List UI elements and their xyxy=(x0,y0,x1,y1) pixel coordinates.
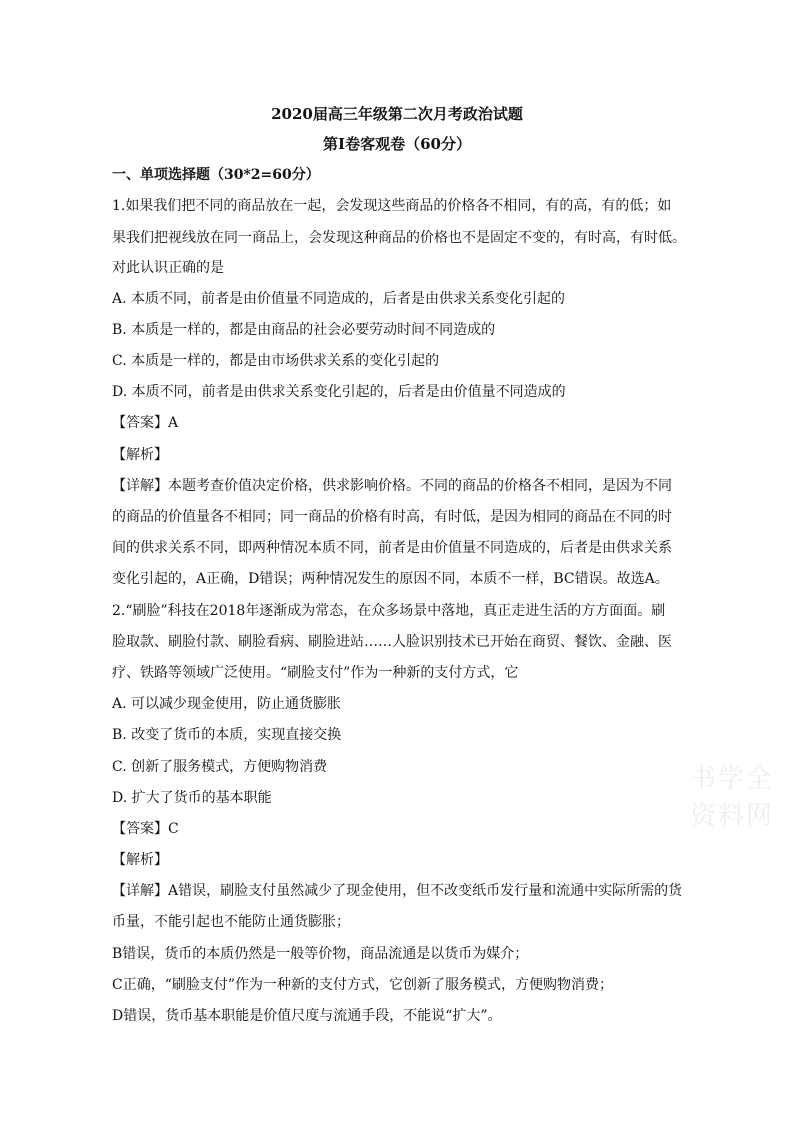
q1-analysis-label: 【解析】 xyxy=(112,447,168,463)
q1-answer: 【答案】A xyxy=(112,415,179,431)
q1-option-a: A. 本质不同，前者是由价值量不同造成的，后者是由供求关系变化引起的 xyxy=(112,291,566,307)
q2-analysis-label: 【解析】 xyxy=(112,852,168,868)
q2-stem-line: 2.“刷脸”科技在2018年逐渐成为常态，在众多场景中落地，真正走进生活的方方面面。刷 xyxy=(112,603,666,619)
q1-option-d: D. 本质不同，前者是由供求关系变化引起的，后者是由价值量不同造成的 xyxy=(112,384,566,400)
q2-option-c: C. 创新了服务模式，方便购物消费 xyxy=(112,759,328,775)
document-title: 2020届高三年级第二次月考政治试题 xyxy=(271,105,523,123)
q2-stem-line: 疗、铁路等领域广泛使用。“刷脸支付”作为一种新的支付方式，它 xyxy=(112,665,519,681)
q2-detail-line: D错误，货币基本职能是价值尺度与流通手段，不能说“扩大”。 xyxy=(112,1008,502,1024)
q2-option-d: D. 扩大了货币的基本职能 xyxy=(112,790,272,806)
q1-stem-line: 1.如果我们把不同的商品放在一起，会发现这些商品的价格各不相同，有的高，有的低；如 xyxy=(112,198,672,214)
q1-detail-line: 的商品的价值量各不相同；同一商品的价格有时高，有时低，是因为相同的商品在不同的时 xyxy=(112,509,672,525)
q1-stem-line: 对此认识正确的是 xyxy=(112,260,224,276)
document-subtitle: 第Ⅰ卷客观卷（60分） xyxy=(323,135,471,153)
q1-option-c: C. 本质是一样的，都是由市场供求关系的变化引起的 xyxy=(112,353,440,369)
q1-detail-line: 【详解】本题考查价值决定价格，供求影响价格。不同的商品的价格各不相同，是因为不同 xyxy=(112,478,672,494)
q2-stem-line: 脸取款、刷脸付款、刷脸看病、刷脸进站……人脸识别技术已开始在商贸、餐饮、金融、医 xyxy=(112,634,672,650)
q1-stem-line: 果我们把视线放在同一商品上，会发现这种商品的价格也不是固定不变的，有时高，有时低。 xyxy=(112,230,686,246)
q1-detail-line: 间的供求关系不同，即两种情况本质不同，前者是由价值量不同造成的，后者是由供求关系 xyxy=(112,540,672,556)
q2-detail-line: 【详解】A错误，刷脸支付虽然减少了现金使用，但不改变纸币发行量和流通中实际所需的货 xyxy=(112,883,683,899)
q1-detail-line: 变化引起的，A正确，D错误；两种情况发生的原因不同，本质不一样，BC错误。故选A。 xyxy=(112,571,669,587)
q2-detail-line: C正确，“刷脸支付”作为一种新的支付方式，它创新了服务模式，方便购物消费； xyxy=(112,977,614,993)
section-heading: 一、单项选择题（30*2=60分） xyxy=(112,167,320,183)
q2-detail-line: 币量，不能引起也不能防止通货膨胀； xyxy=(112,914,350,930)
q1-option-b: B. 本质是一样的，都是由商品的社会必要劳动时间不同造成的 xyxy=(112,322,496,338)
q2-detail-line: B错误，货币的本质仍然是一般等价物，商品流通是以货币为媒介； xyxy=(112,946,529,962)
q2-option-b: B. 改变了货币的本质，实现直接交换 xyxy=(112,727,342,743)
q2-answer: 【答案】C xyxy=(112,821,179,837)
watermark: 书学全资料网 xyxy=(690,764,775,831)
q2-option-a: A. 可以减少现金使用，防止通货膨胀 xyxy=(112,696,342,712)
